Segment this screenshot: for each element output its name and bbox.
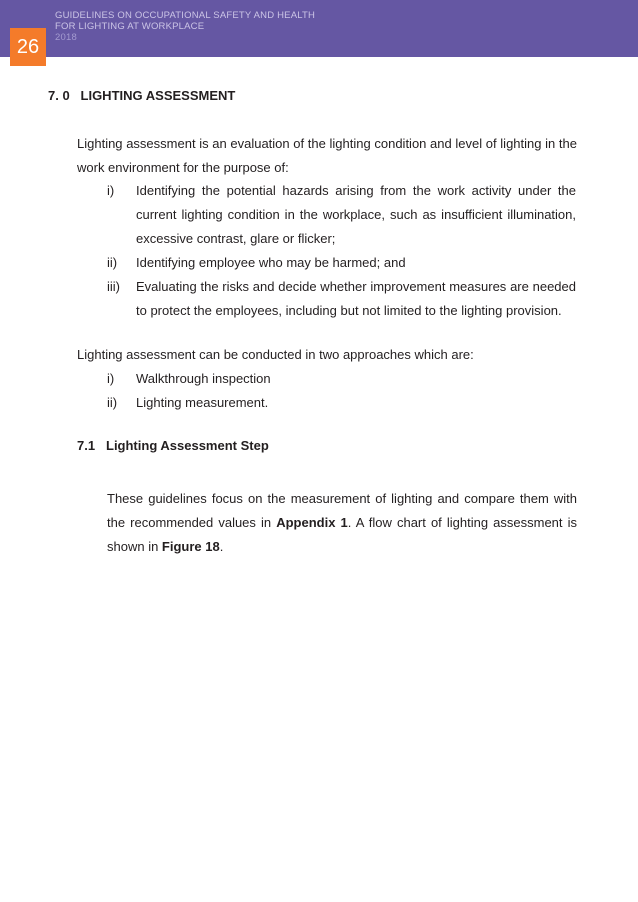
document-title [55, 10, 315, 43]
figure-reference: Figure 18 [161, 539, 220, 554]
page-number-badge: 26 [10, 28, 46, 66]
subsection-title: Lighting Assessment Step [106, 438, 269, 453]
subsection-text-part1: These guidelines focus on the measurement of lighting and compare them with the recommended values in [107, 491, 577, 530]
document-title-line1: GUIDELINES ON OCCUPATIONAL SAFETY AND HEALTH [55, 10, 316, 21]
list-item-number: i) [107, 183, 115, 198]
list-item-number: iii) [107, 279, 120, 294]
list-item [107, 179, 576, 251]
list-item-number: i) [107, 371, 115, 386]
section-heading: 7. 0 LIGHTING ASSESSMENT [48, 88, 236, 103]
subsection-number: 7.1 [77, 438, 96, 453]
list-item [107, 367, 576, 391]
list-item-number: ii) [107, 395, 118, 410]
subsection-paragraph [107, 487, 577, 559]
list-item-text: Evaluating the risks and decide whether improvement measures are needed to protect the employees, including but not limited to the lighting provision. [136, 279, 576, 318]
list-item-text: Lighting measurement. [136, 395, 269, 410]
list-item-text: Identifying the potential hazards arising from the work activity under the current lighting condition in the workplace, such as insufficient illumination, excessive contrast, glare or flicker; [136, 183, 576, 246]
document-title-line2: FOR LIGHTING AT WORKPLACE [55, 21, 205, 32]
subsection-text-part3: . [219, 539, 224, 554]
list-item [107, 275, 576, 323]
list-item-number: ii) [107, 255, 118, 270]
subsection-text-part2: . A flow chart of lighting assessment is shown in [107, 515, 577, 554]
list-item-text: Identifying employee who may be harmed; and [136, 255, 406, 270]
purpose-list [107, 179, 576, 323]
appendix-reference: Appendix 1 [276, 515, 348, 530]
intro-paragraph: Lighting assessment is an evaluation of the lighting condition and level of lighting in the work environment for the purpose of: [77, 136, 577, 175]
subsection-heading [77, 438, 269, 453]
approach-paragraph: Lighting assessment can be conducted in two approaches which are: [77, 347, 474, 362]
approach-list [107, 367, 576, 415]
document-year: 2018 [55, 32, 77, 43]
list-item-text: Walkthrough inspection [136, 371, 271, 386]
page-header-band [0, 0, 638, 57]
list-item [107, 251, 576, 275]
list-item [107, 391, 576, 415]
